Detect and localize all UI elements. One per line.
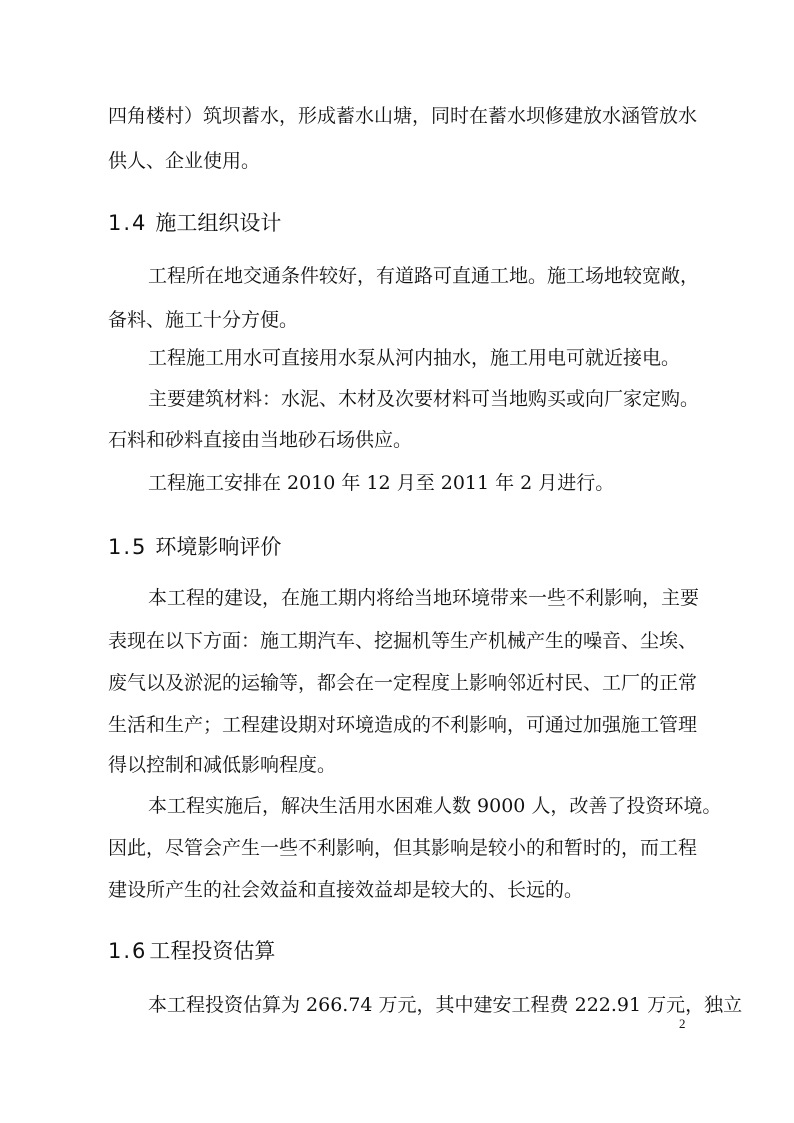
paragraph-line: 建设所产生的社会效益和直接效益却是较大的、长远的。	[108, 879, 584, 901]
paragraph-line: 本工程投资估算为 266.74 万元，其中建安工程费 222.91 万元，独立	[148, 994, 743, 1016]
paragraph-line: 废气以及淤泥的运输等，都会在一定程度上影响邻近村民、工厂的正常	[108, 672, 698, 694]
section-title: 施工组织设计	[155, 211, 282, 235]
paragraph-line: 工程施工安排在 2010 年 12 月至 2011 年 2 月进行。	[148, 472, 615, 494]
paragraph-line: 石料和砂料直接由当地砂石场供应。	[108, 429, 413, 451]
paragraph-line: 本工程的建设，在施工期内将给当地环境带来一些不利影响，主要	[148, 587, 700, 609]
section-number: 1.5	[108, 535, 148, 559]
section-number: 1.4	[108, 211, 148, 235]
intro-line-1: 四角楼村）筑坝蓄水，形成蓄水山塘，同时在蓄水坝修建放水涵管放水	[108, 105, 698, 127]
paragraph-line: 备料、施工十分方便。	[108, 309, 299, 331]
paragraph-line: 主要建筑材料：水泥、木材及次要材料可当地购买或向厂家定购。	[148, 388, 700, 410]
paragraph-line: 生活和生产；工程建设期对环境造成的不利影响，可通过加强施工管理	[108, 714, 698, 736]
section-heading-1-5	[108, 534, 281, 560]
section-title: 工程投资估算	[149, 939, 276, 963]
section-heading-1-4	[108, 210, 281, 236]
paragraph-line: 因此，尽管会产生一些不利影响，但其影响是较小的和暂时的，而工程	[108, 837, 698, 859]
paragraph-line: 工程施工用水可直接用水泵从河内抽水，施工用电可就近接电。	[148, 347, 681, 369]
paragraph-line: 工程所在地交通条件较好，有道路可直通工地。施工场地较宽敞，	[148, 265, 700, 287]
section-title: 环境影响评价	[155, 535, 282, 559]
paragraph-line: 表现在以下方面：施工期汽车、挖掘机等生产机械产生的噪音、尘埃、	[108, 630, 698, 652]
paragraph-line: 得以控制和减低影响程度。	[108, 754, 337, 776]
intro-line-2: 供人、企业使用。	[108, 150, 261, 172]
paragraph-line: 本工程实施后，解决生活用水困难人数 9000 人，改善了投资环境。	[148, 795, 722, 817]
page-number: 2	[679, 1016, 686, 1031]
section-heading-1-6	[108, 938, 275, 964]
section-number: 1.6	[108, 939, 148, 963]
